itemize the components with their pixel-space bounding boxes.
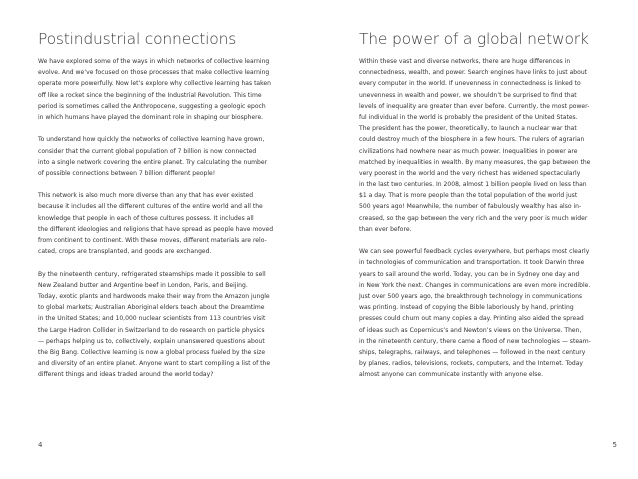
text-line: Today, exotic plants and hardwoods make their way from the Amazon jungle bbox=[38, 292, 270, 300]
text-line: and diversity of an entire planet. Anyone want to start compiling a list of the bbox=[38, 360, 271, 368]
text-line: the different ideologies and religions that have spread as people have moved bbox=[38, 225, 274, 233]
text-line: ful individual in the world is probably the president of the United States. bbox=[359, 113, 578, 121]
text-line: than ever before. bbox=[359, 225, 412, 233]
text-line: civilizations had nowhere near as much power. Inequalities in power are bbox=[359, 147, 578, 155]
text-line: unevenness in wealth and power, we shouldn’t be surprised to find that bbox=[359, 91, 577, 99]
text-line: matched by inequalities in wealth. By many measures, the gap between the bbox=[359, 158, 591, 166]
text-line: levels of inequality are greater than ever before. Currently, the most power- bbox=[359, 102, 590, 110]
text-line: To understand how quickly the networks of collective learning have grown, bbox=[38, 136, 265, 144]
text-line: because it includes all the different cultures of the entire world and all the bbox=[38, 203, 263, 211]
text-line: ships, telegraphs, railways, and telephones — followed in the next century bbox=[359, 348, 586, 356]
text-line: cated, crops are transplanted, and goods are exchanged. bbox=[38, 248, 212, 256]
text-line: presses could churn out many copies a day. Printing also aided the spread bbox=[359, 315, 584, 323]
text-line: knowledge that people in each of those cultures possess. It includes all bbox=[38, 214, 254, 222]
text-line: — perhaps helping us to, collectively, explain unanswered questions about bbox=[38, 337, 265, 345]
text-line: could destroy much of the biosphere in a few hours. The rulers of agrarian bbox=[359, 136, 585, 144]
text-line: We can see powerful feedback cycles everywhere, but perhaps most clearly bbox=[359, 248, 590, 256]
paragraph-gap bbox=[359, 235, 623, 246]
page-title: The power of a global network bbox=[359, 30, 589, 48]
paragraph bbox=[38, 56, 301, 123]
text-line: every computer in the world. If unevenness in connectedness is linked to bbox=[359, 80, 581, 88]
page-number: 4 bbox=[38, 441, 43, 449]
text-line: in New York the next. Changes in communications are even more incredible. bbox=[359, 281, 591, 289]
paragraph bbox=[359, 246, 623, 380]
paragraph-gap bbox=[38, 179, 301, 190]
text-line: evolve. And we’ve focused on those processes that make collective learning bbox=[38, 69, 270, 77]
text-line: years to sail around the world. Today, you can be in Sydney one day and bbox=[359, 270, 580, 278]
text-line: in the last two centuries. In 2008, almost 1 billion people lived on less than bbox=[359, 181, 587, 189]
text-line: 500 years ago! Meanwhile, the number of fabulously wealthy has also in- bbox=[359, 203, 582, 211]
text-line: of possible connections between 7 billion different people! bbox=[38, 169, 216, 177]
text-line: the Big Bang. Collective learning is now a global process fueled by the size bbox=[38, 348, 266, 356]
right-page bbox=[319, 0, 638, 479]
text-line: in the United States; and 10,000 nuclear scientists from 113 countries visit bbox=[38, 315, 266, 323]
text-line: period is sometimes called the Anthropocene, suggesting a geologic epoch bbox=[38, 102, 266, 110]
text-line: operate more powerfully. Now let’s explore why collective learning has taken bbox=[38, 80, 271, 88]
text-line: Just over 500 years ago, the breakthrough technology in communications bbox=[359, 292, 583, 300]
text-line: was printing. Instead of copying the Bible laboriously by hand, printing bbox=[359, 304, 574, 312]
paragraph bbox=[38, 269, 301, 381]
text-line: Within these vast and diverse networks, there are huge differences in bbox=[359, 58, 571, 65]
paragraph bbox=[38, 190, 301, 257]
text-line: different things and ideas traded around the world today? bbox=[38, 371, 214, 379]
text-line: of ideas such as Copernicus’s and Newton’s views on the Universe. Then, bbox=[359, 326, 582, 334]
page-number: 5 bbox=[612, 441, 617, 449]
text-line: by planes, radios, televisions, rockets, computers, and the Internet. Today bbox=[359, 360, 584, 368]
text-line: into a single network covering the entire planet. Try calculating the number bbox=[38, 158, 268, 166]
paragraph bbox=[359, 56, 623, 235]
text-line: creased, so the gap between the very rich and the very poor is much wider bbox=[359, 214, 588, 222]
text-line: off like a rocket since the beginning of the Industrial Revolution. This time bbox=[38, 91, 262, 99]
paragraph-gap bbox=[38, 123, 301, 134]
text-line: We have explored some of the ways in which networks of collective learning bbox=[38, 58, 270, 65]
text-line: in which humans have played the dominant role in shaping our biosphere. bbox=[38, 113, 264, 121]
text-line: to global markets; Australian Aboriginal elders teach about the Dreamtime bbox=[38, 304, 265, 312]
text-line: By the nineteenth century, refrigerated steamships made it possible to sell bbox=[38, 270, 266, 278]
body-text bbox=[38, 56, 301, 380]
text-line: almost anyone can communicate instantly with anyone else. bbox=[359, 371, 544, 379]
page-title: Postindustrial connections bbox=[38, 30, 237, 48]
paragraph-gap bbox=[38, 257, 301, 268]
text-line: New Zealand butter and Argentine beef in London, Paris, and Beijing. bbox=[38, 281, 248, 289]
text-line: the Large Hadron Collider in Switzerland to do research on particle physics bbox=[38, 326, 265, 334]
paragraph bbox=[38, 134, 301, 179]
text-line: The president has the power, theoretically, to launch a nuclear war that bbox=[359, 125, 577, 133]
text-line: $1 a day. That is more people than the total population of the world just bbox=[359, 192, 578, 200]
text-line: connectedness, wealth, and power. Search engines have links to just about bbox=[359, 69, 588, 77]
text-line: very poorest in the world and the very richest has widened spectacularly bbox=[359, 169, 581, 177]
body-text bbox=[359, 56, 623, 380]
text-line: This network is also much more diverse than any that has ever existed bbox=[38, 192, 254, 200]
text-line: consider that the current global population of 7 billion is now connected bbox=[38, 147, 257, 155]
text-line: in technologies of communication and transportation. It took Darwin three bbox=[359, 259, 585, 267]
text-line: in the nineteenth century, there came a flood of new technologies — steam- bbox=[359, 337, 591, 345]
text-line: from continent to continent. With these moves, different materials are relo- bbox=[38, 237, 267, 244]
